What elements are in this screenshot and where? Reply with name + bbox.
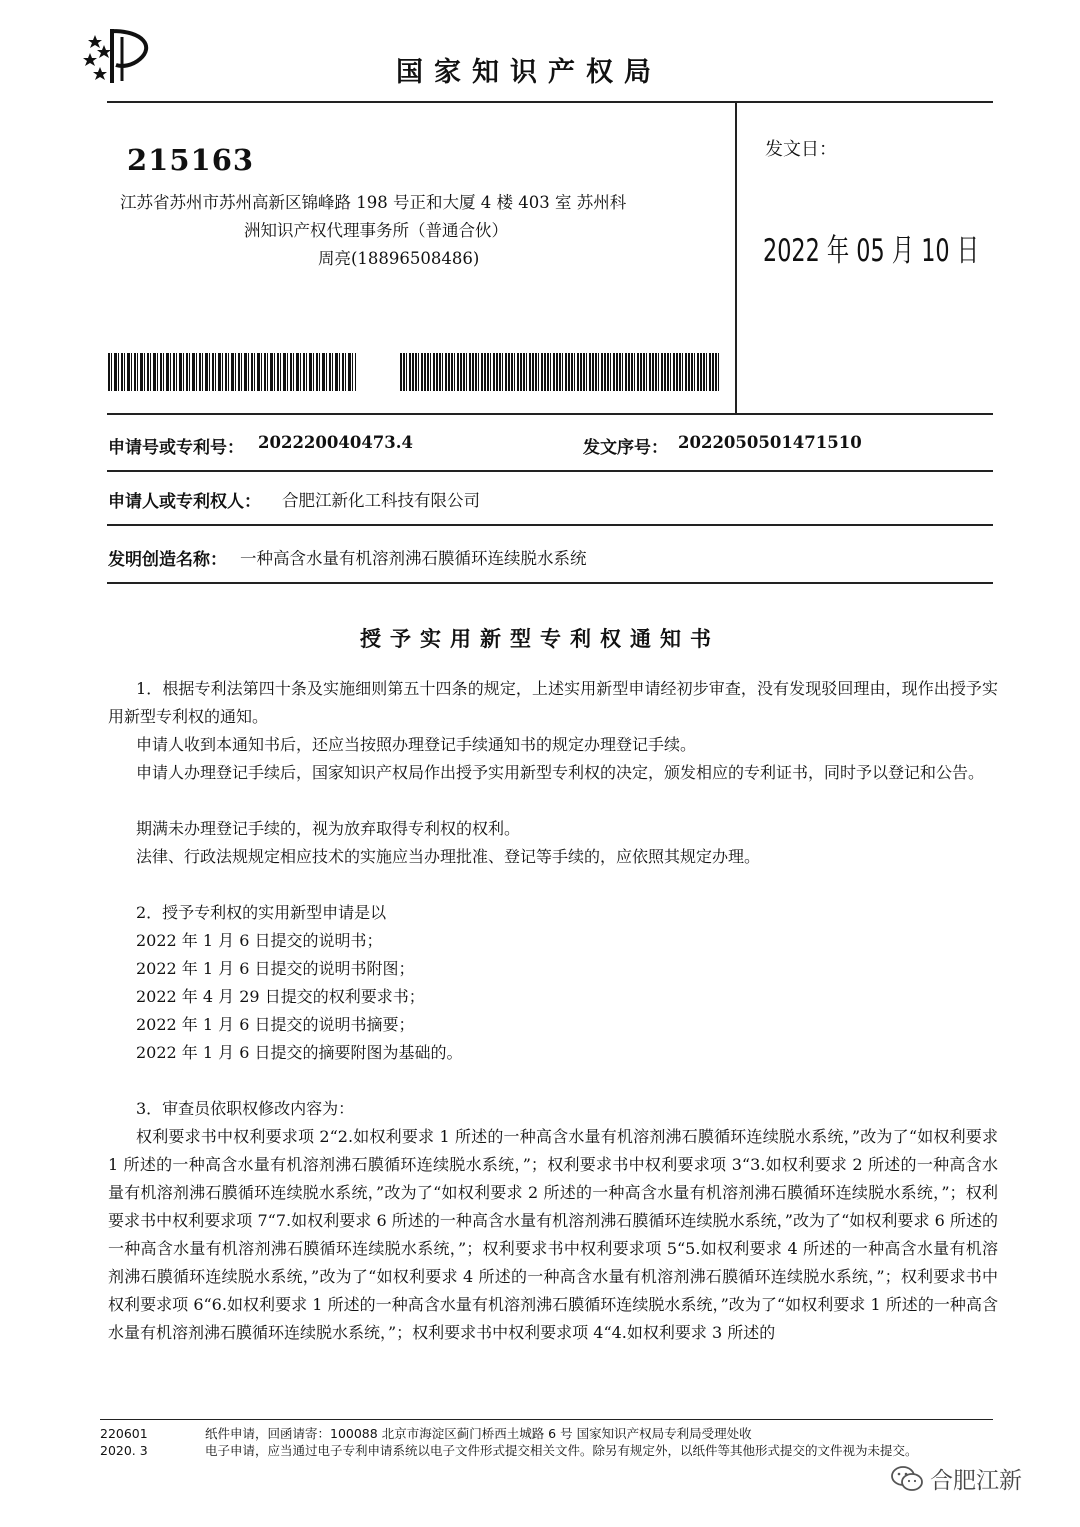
account-watermark [890, 1462, 1022, 1495]
section-2-item: 2022 年 1 月 6 日提交的说明书摘要； [136, 1015, 415, 1034]
header-divider [107, 101, 993, 103]
application-number-label: 申请号或专利号： [108, 438, 244, 458]
section-2-title: 2．授予专利权的实用新型申请是以 [136, 903, 387, 922]
section-2-item: 2022 年 1 月 6 日提交的摘要附图为基础的。 [136, 1043, 463, 1062]
paragraph-4: 期满未办理登记手续的，视为放弃取得专利权的权利。 [136, 819, 521, 838]
cnipa-logo [82, 25, 162, 87]
paragraph-3: 申请人办理登记手续后，国家知识产权局作出授予实用新型专利权的决定，颁发相应的专利证书，同时予以登记和公告。 [136, 763, 985, 782]
paragraph-5: 法律、行政法规规定相应技术的实施应当办理批准、登记等手续的，应依照其规定办理。 [136, 847, 761, 866]
address-block-divider [735, 101, 737, 413]
footer-mail-notice: 纸件申请，回函请寄：100088 北京市海淀区蓟门桥西土城路 6 号 国家知识产权局专利局受理处收 [205, 1426, 752, 1441]
invention-title-label: 发明创造名称： [108, 550, 227, 570]
office-name: 国家知识产权局 [396, 57, 662, 88]
barcode-1 [108, 353, 356, 391]
form-version: 2020. 3 [100, 1443, 148, 1458]
applicant-name: 合肥江新化工科技有限公司 [282, 491, 480, 510]
invention-title: 一种高含水量有机溶剂沸石膜循环连续脱水系统 [240, 549, 587, 568]
applicant-label: 申请人或专利权人： [108, 492, 261, 512]
serial-number: 2022050501471510 [678, 433, 862, 452]
paragraph-1: 1．根据专利法第四十条及实施细则第五十四条的规定，上述实用新型申请经初步审查，没有发现驳回理由，现作出授予实用新型专利权的通知。 [108, 679, 998, 726]
section-3-body: 权利要求书中权利要求项 2“2.如权利要求 1 所述的一种高含水量有机溶剂沸石膜循环连续脱水系统，”改为了“如权利要求 1 所述的一种高含水量有机溶剂沸石膜循环连续脱水系统，”；权利要求书中权利要求项 3“3.如权利要求 2 所述的一种高含水量有机溶剂沸石膜循环连续脱水系统，”改为了“如权利要求 2 所述的一种高含水量有机溶剂沸石膜循环连续脱水系统，”；权利要求书中权利要求项 7“7.如权利要求 6 所述的一种高含水量有机溶剂沸石膜循环连续脱水系统，”改为了“如权利要求 6 所述的一种高含水量有机溶剂沸石膜循环连续脱水系统，”；权利要求书中权利要求项 5“5.如权利要求 4 所述的一种高含水量有机溶剂沸石膜循环连续脱水系统，”改为了“如权利要求 4 所述的一种高含水量有机溶剂沸石膜循环连续脱水系统，”；权利要求书中权利要求项 6“6.如权利要求 1 所述的一种高含水量有机溶剂沸石膜循环连续脱水系统，”改为了“如权利要求 1 所述的一种高含水量有机溶剂沸石膜循环连续脱水系统，”；权利要求书中权利要求项 4“4.如权利要求 3 所述的 [108, 1127, 998, 1342]
address-block-bottom [107, 413, 993, 415]
footer-divider [100, 1419, 993, 1420]
field-divider-3 [107, 582, 993, 584]
field-divider-2 [107, 524, 993, 526]
wechat-icon [890, 1465, 924, 1493]
contact-name: 周亮(18896508486) [318, 249, 480, 268]
field-divider-1 [107, 470, 993, 472]
dispatch-date: 2022 年 05 月 10 日 [763, 233, 980, 269]
form-code: 220601 [100, 1426, 148, 1441]
dispatch-date-label: 发文日： [765, 139, 837, 160]
application-number: 202220040473.4 [258, 433, 413, 452]
section-2-item: 2022 年 4 月 29 日提交的权利要求书； [136, 987, 425, 1006]
notice-title: 授予实用新型专利权通知书 [360, 627, 720, 651]
footer-electronic-notice: 电子申请，应当通过电子专利申请系统以电子文件形式提交相关文件。除另有规定外，以纸件等其他形式提交的文件视为未提交。 [205, 1443, 918, 1458]
barcode-2 [400, 353, 720, 391]
address-line-2: 洲知识产权代理事务所（普通合伙） [244, 221, 508, 240]
section-3-title: 3．审查员依职权修改内容为： [136, 1099, 355, 1118]
section-2-item: 2022 年 1 月 6 日提交的说明书附图； [136, 959, 415, 978]
serial-number-label: 发文序号： [583, 438, 668, 458]
section-2-item: 2022 年 1 月 6 日提交的说明书； [136, 931, 383, 950]
watermark-text: 合肥江新 [930, 1468, 1022, 1494]
postcode: 215163 [127, 143, 255, 177]
paragraph-2: 申请人收到本通知书后，还应当按照办理登记手续通知书的规定办理登记手续。 [136, 735, 697, 754]
address-line-1: 江苏省苏州市苏州高新区锦峰路 198 号正和大厦 4 楼 403 室 苏州科 [120, 193, 627, 212]
